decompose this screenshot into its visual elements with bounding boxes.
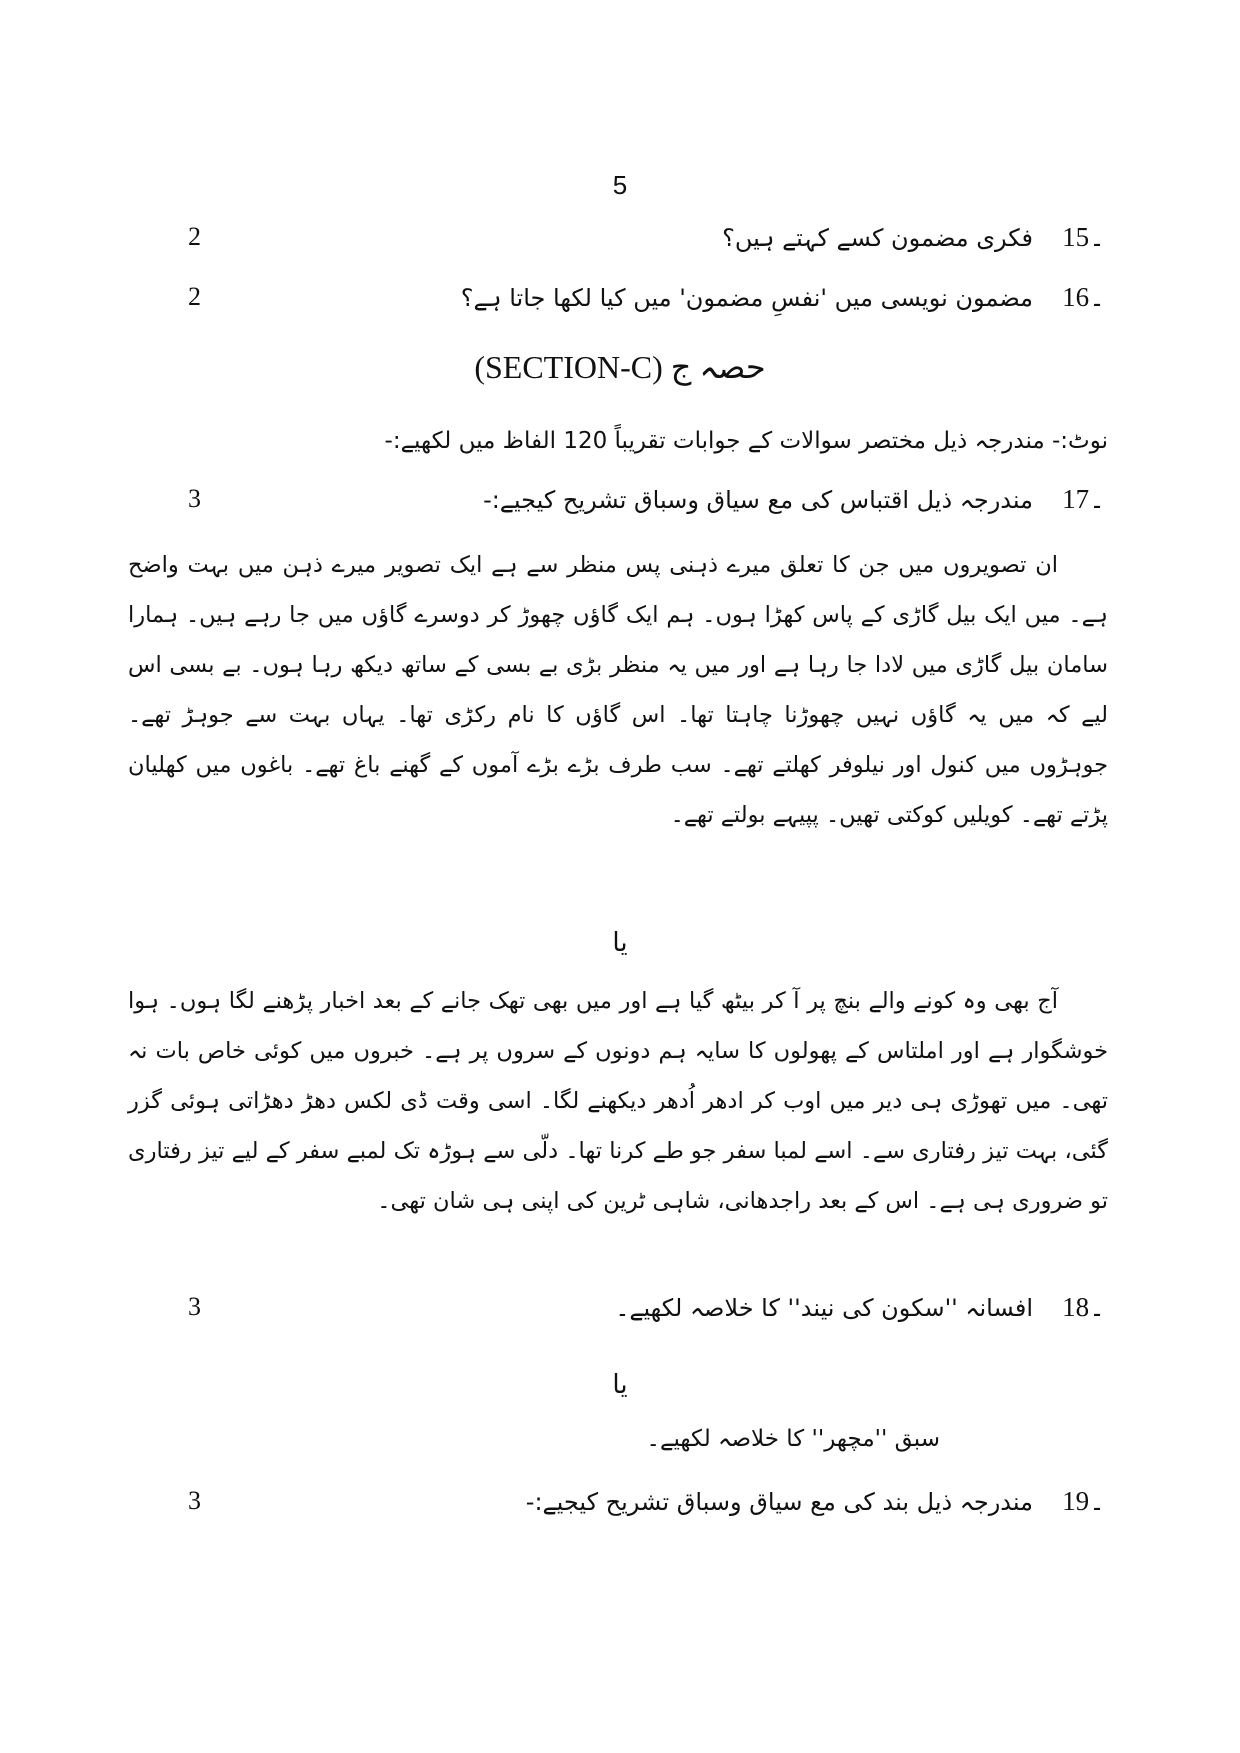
- question-text: فکری مضمون کسے کہتے ہیں؟: [722, 224, 1033, 252]
- passage-1-text: ان تصویروں میں جن کا تعلق میرے ذہنی پس منظر سے ہے ایک تصویر میرے ذہن میں بہت واضح ہے۔ میں ایک بیل گاڑی کے پاس کھڑا ہوں۔ ہم ایک گاؤں چھوڑ کر دوسرے گاؤں میں جا رہے ہیں۔ ہمارا سامان بیل گاڑی میں لادا جا رہا ہے اور میں یہ منظر بڑی بے بسی کے ساتھ دیکھ رہا ہوں۔ بے بسی اس لیے کہ میں یہ گاؤں نہیں چھوڑنا چاہتا تھا۔ اس گاؤں کا نام رکڑی تھا۔ یہاں بہت سے جوہڑ تھے۔ جوہڑوں میں کنول اور نیلوفر کھلتے تھے۔ سب طرف بڑے بڑے آموں کے گھنے باغ تھے۔ باغوں میں کھلیان پڑتے تھے۔ کویلیں کوکتی تھیں۔ پپیہے بولتے تھے۔: [128, 552, 1108, 828]
- question-number: 19۔: [1062, 1486, 1105, 1516]
- question-marks: 3: [188, 484, 201, 513]
- or-divider: یا: [612, 928, 628, 958]
- question-text: مندرجہ ذیل بند کی مع سیاق وسباق تشریح کیجیے:-: [525, 1488, 1033, 1516]
- question-number: 18۔: [1062, 1292, 1105, 1322]
- question-number: 16۔: [1062, 282, 1105, 312]
- section-note: نوٹ:- مندرجہ ذیل مختصر سوالات کے جوابات تقریباً 120 الفاظ میں لکھیے:-: [384, 428, 1108, 454]
- question-18-alternative: سبق ''مچھر'' کا خلاصہ لکھیے۔: [646, 1426, 940, 1452]
- question-16: [180, 282, 1105, 326]
- passage-1: [128, 540, 1108, 840]
- question-marks: 2: [188, 222, 201, 251]
- question-marks: 3: [188, 1292, 201, 1321]
- question-19: [180, 1486, 1105, 1530]
- question-number: 17۔: [1062, 484, 1105, 514]
- page-number: 5: [612, 170, 628, 200]
- passage-2: [128, 976, 1108, 1226]
- question-number: 15۔: [1062, 222, 1105, 252]
- section-title: حصہ ج (SECTION-C): [474, 349, 766, 385]
- question-marks: 3: [188, 1486, 201, 1515]
- question-marks: 2: [188, 282, 201, 311]
- question-text: مضمون نویسی میں 'نفسِ مضمون' میں کیا لکھا جاتا ہے؟: [460, 284, 1033, 312]
- question-18: [180, 1292, 1105, 1336]
- question-text: مندرجہ ذیل اقتباس کی مع سیاق وسباق تشریح کیجیے:-: [483, 486, 1033, 514]
- or-divider-2: یا: [612, 1370, 628, 1400]
- passage-2-text: آج بھی وہ کونے والے بنچ پر آ کر بیٹھ گیا ہے اور میں بھی تھک جانے کے بعد اخبار پڑھنے لگا ہوں۔ ہوا خوشگوار ہے اور املتاس کے پھولوں کا سایہ ہم دونوں کے سروں پر ہے۔ خبروں میں کوئی خاص بات نہ تھی۔ میں تھوڑی ہی دیر میں اوب کر ادھر اُدھر دیکھنے لگا۔ اسی وقت ڈی لکس دھڑ دھڑاتی ہوئی گزر گئی، بہت تیز رفتاری سے۔ اسے لمبا سفر جو طے کرنا تھا۔ دلّی سے ہوڑہ تک لمبے سفر کے لیے تیز رفتاری تو ضروری ہی ہے۔ اس کے بعد راجدھانی، شاہی ٹرین کی اپنی ہی شان تھی۔: [128, 988, 1108, 1214]
- question-text: افسانہ ''سکون کی نیند'' کا خلاصہ لکھیے۔: [615, 1294, 1033, 1322]
- question-15: [180, 222, 1105, 266]
- question-17: [180, 484, 1105, 528]
